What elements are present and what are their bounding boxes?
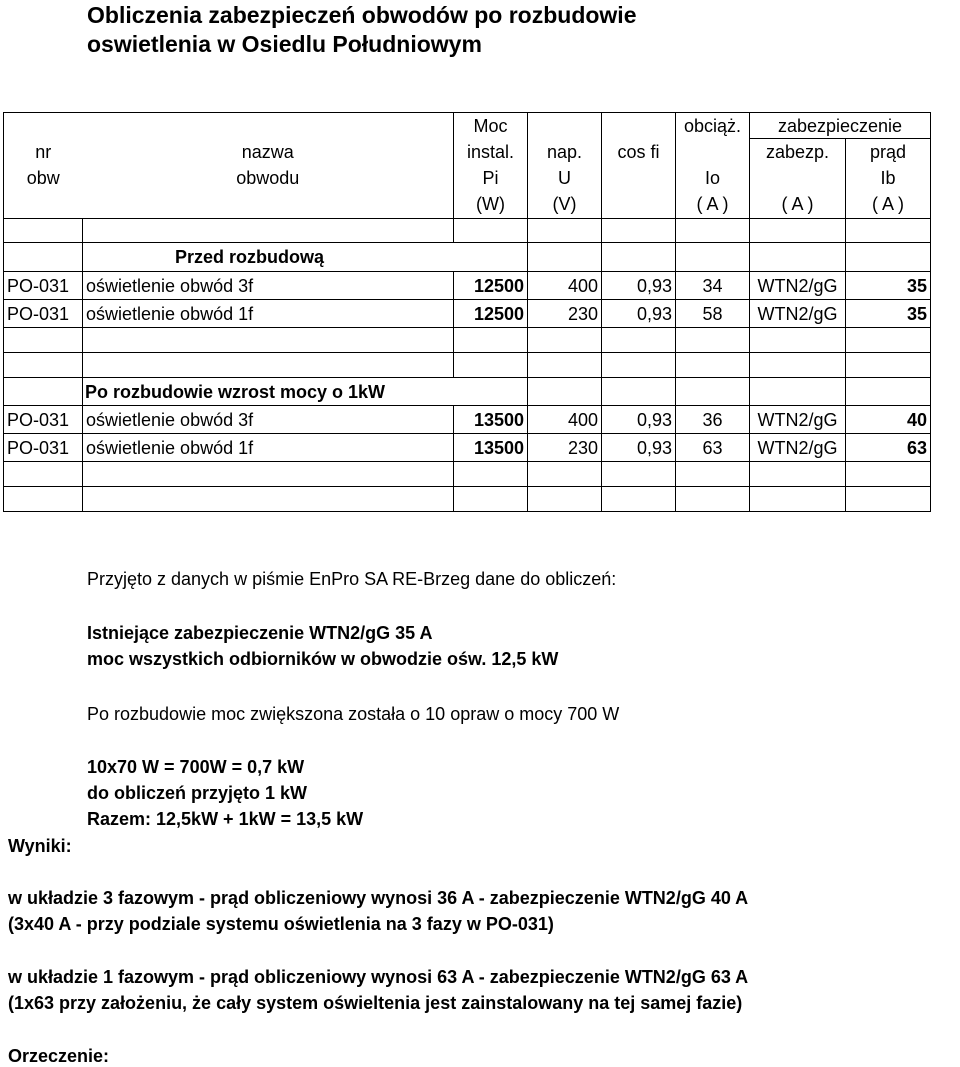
table-row — [4, 434, 931, 462]
note-przyjeto: Przyjęto z danych w piśmie EnPro SA RE-Brzeg dane do obliczeń: — [87, 569, 617, 589]
note-calc3: Razem: 12,5kW + 1kW = 13,5 kW — [87, 809, 364, 829]
header-unit-a3: ( A ) — [846, 191, 931, 219]
table-row — [4, 406, 931, 434]
spacer-row — [4, 219, 931, 243]
header-unit-w: (W) — [454, 191, 528, 219]
cell-name: oświetlenie obwód 3f — [83, 406, 454, 434]
note-po-rozbudowie: Po rozbudowie moc zwiększona została o 10 opraw o mocy 700 W — [87, 704, 620, 724]
header-moc: Moc — [454, 113, 528, 139]
cell-nr: PO-031 — [4, 300, 83, 328]
header-cosfi: cos fi — [602, 139, 676, 165]
cell-cos: 0,93 — [602, 406, 676, 434]
cell-ib: 35 — [846, 300, 931, 328]
cell-io: 36 — [676, 406, 750, 434]
cell-name: oświetlenie obwód 1f — [83, 434, 454, 462]
cell-pi: 12500 — [454, 300, 528, 328]
section-title-row — [4, 378, 931, 406]
cell-nr: PO-031 — [4, 272, 83, 300]
cell-u: 400 — [528, 272, 602, 300]
cell-pi: 13500 — [454, 434, 528, 462]
label-orzeczenie: Orzeczenie: — [8, 1046, 110, 1066]
note-moc-wszystkich: moc wszystkich odbiorników w obwodzie ośw. 12,5 kW — [87, 649, 559, 669]
cell-io: 58 — [676, 300, 750, 328]
cell-cos: 0,93 — [602, 272, 676, 300]
result-3-phase: w układzie 3 fazowym - prąd obliczeniowy wynosi 36 A - zabezpieczenie WTN2/gG 40 A — [8, 888, 749, 908]
cell-u: 230 — [528, 434, 602, 462]
section1-title: Przed rozbudową — [83, 243, 528, 272]
label-wyniki: Wyniki: — [8, 836, 72, 856]
cell-cos: 0,93 — [602, 300, 676, 328]
header-nr: nr — [4, 139, 83, 165]
header-nap: nap. — [528, 139, 602, 165]
empty-row — [4, 462, 931, 487]
header-pi: Pi — [454, 165, 528, 191]
header-obwodu: obwodu — [236, 167, 300, 188]
fuse-calculation-table — [3, 112, 931, 512]
note-calc1: 10x70 W = 700W = 0,7 kW — [87, 757, 305, 777]
header-zabezp: zabezp. — [750, 139, 846, 165]
cell-type: WTN2/gG — [750, 300, 846, 328]
result-3-phase-note: (3x40 A - przy podziale systemu oświetlenia na 3 fazy w PO-031) — [8, 914, 554, 934]
empty-row — [4, 487, 931, 512]
cell-nr: PO-031 — [4, 434, 83, 462]
header-unit-a2: ( A ) — [750, 191, 846, 219]
cell-pi: 13500 — [454, 406, 528, 434]
header-unit-v: (V) — [528, 191, 602, 219]
cell-cos: 0,93 — [602, 434, 676, 462]
header-io: Io — [676, 165, 750, 191]
empty-row — [4, 353, 931, 378]
cell-name: oświetlenie obwód 3f — [83, 272, 454, 300]
header-unit-a1: ( A ) — [676, 191, 750, 219]
cell-ib: 40 — [846, 406, 931, 434]
cell-io: 34 — [676, 272, 750, 300]
cell-type: WTN2/gG — [750, 434, 846, 462]
header-prad: prąd — [846, 139, 931, 165]
header-row-1 — [4, 113, 931, 139]
cell-name: oświetlenie obwód 1f — [83, 300, 454, 328]
header-u: U — [528, 165, 602, 191]
section-title-row — [4, 243, 931, 272]
cell-u: 230 — [528, 300, 602, 328]
header-obw: obw — [4, 165, 83, 191]
section2-title: Po rozbudowie wzrost mocy o 1kW — [83, 378, 528, 406]
header-row-4 — [4, 191, 931, 219]
cell-pi: 12500 — [454, 272, 528, 300]
cell-ib: 63 — [846, 434, 931, 462]
cell-io: 63 — [676, 434, 750, 462]
header-obciaz: obciąż. — [676, 113, 750, 139]
header-zabezpieczenie: zabezpieczenie — [750, 113, 931, 139]
table-row — [4, 300, 931, 328]
result-1-phase-note: (1x63 przy założeniu, że cały system oświeltenia jest zainstalowany na tej samej fazie) — [8, 993, 743, 1013]
cell-u: 400 — [528, 406, 602, 434]
empty-row — [4, 328, 931, 353]
header-nazwa: nazwa — [241, 141, 294, 162]
cell-nr: PO-031 — [4, 406, 83, 434]
cell-ib: 35 — [846, 272, 931, 300]
document-title-line2: oswietlenia w Osiedlu Południowym — [87, 31, 482, 57]
note-istniejace: Istniejące zabezpieczenie WTN2/gG 35 A — [87, 623, 433, 643]
result-1-phase: w układzie 1 fazowym - prąd obliczeniowy wynosi 63 A - zabezpieczenie WTN2/gG 63 A — [8, 967, 749, 987]
header-ib: Ib — [846, 165, 931, 191]
header-instal: instal. — [454, 139, 528, 165]
table-row — [4, 272, 931, 300]
note-calc2: do obliczeń przyjęto 1 kW — [87, 783, 308, 803]
cell-type: WTN2/gG — [750, 272, 846, 300]
document-title-line1: Obliczenia zabezpieczeń obwodów po rozbudowie — [87, 2, 637, 28]
header-row-3 — [4, 165, 931, 191]
header-row-2 — [4, 139, 931, 165]
cell-type: WTN2/gG — [750, 406, 846, 434]
